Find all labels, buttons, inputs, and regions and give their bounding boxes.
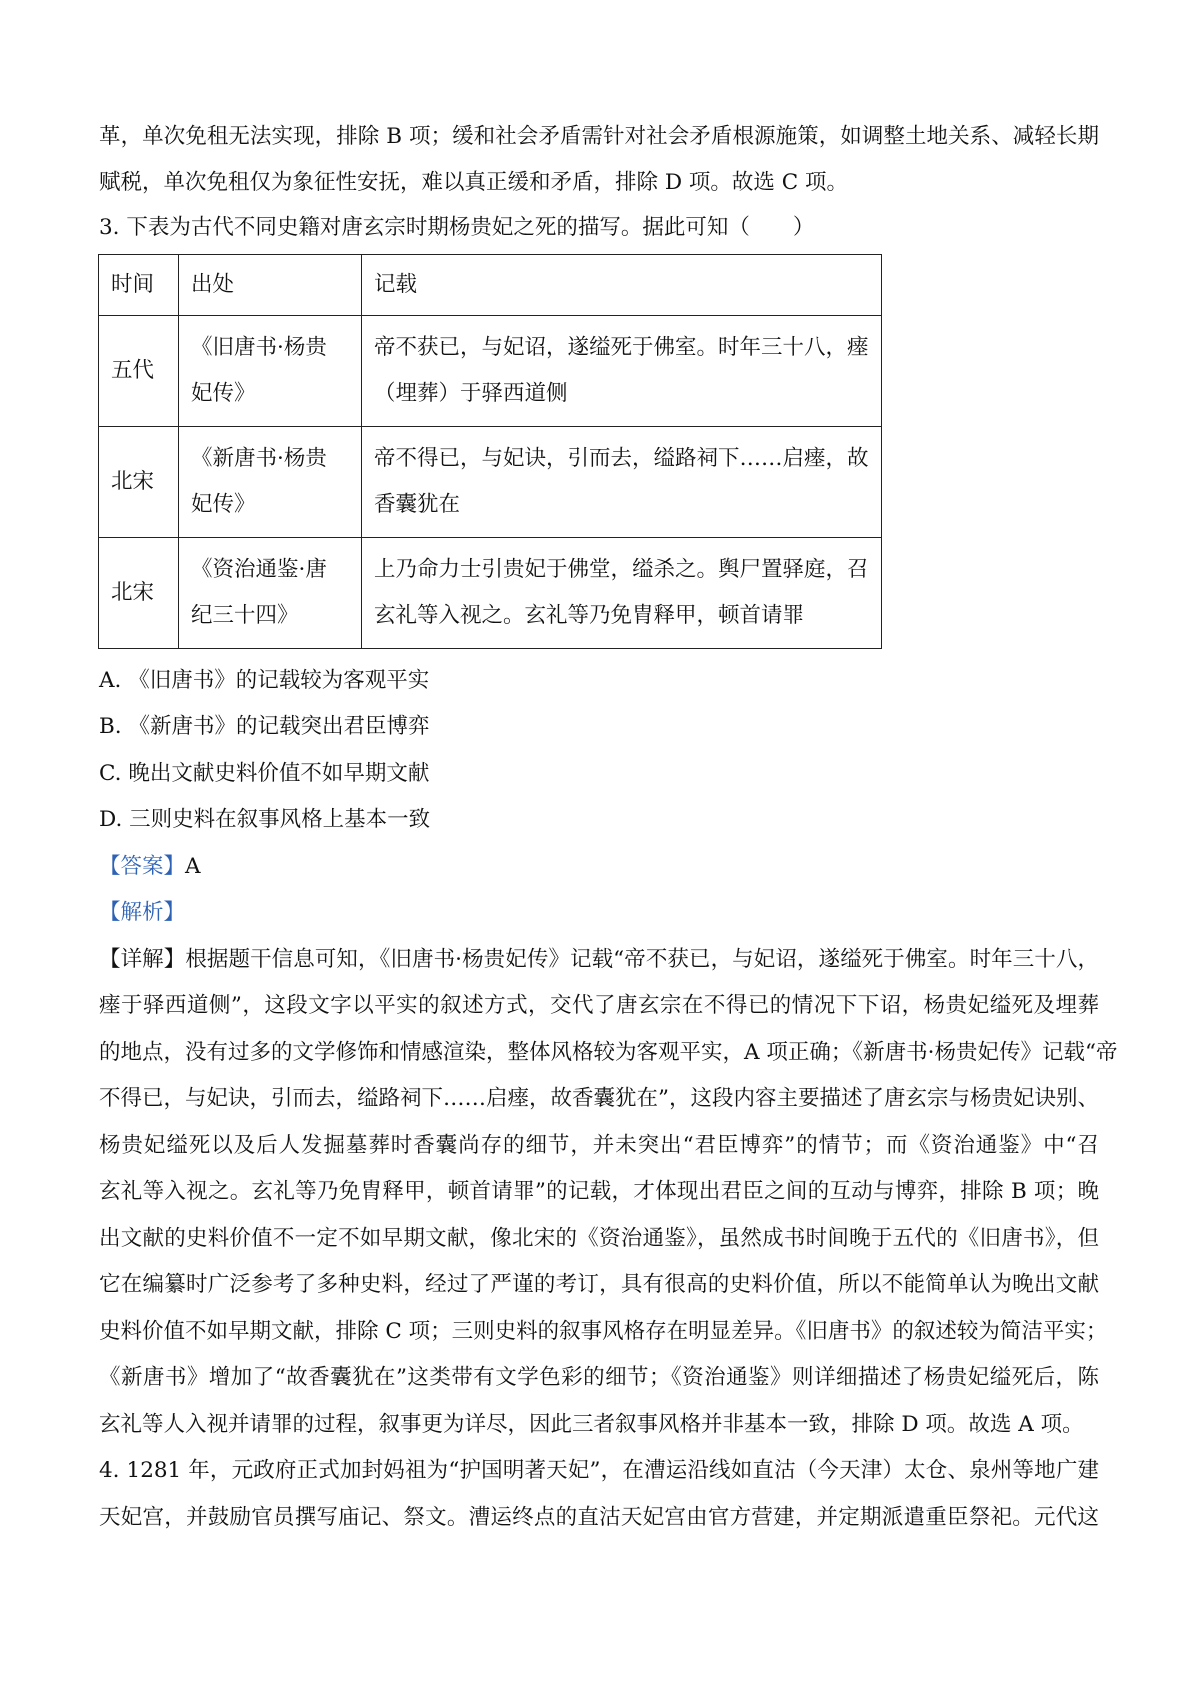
header-cell-source: 出处 xyxy=(179,255,362,316)
detail-line: 《新唐书》增加了“故香囊犹在”这类带有文学色彩的细节；《资治通鉴》则详细描述了杨贵妃缢死后，陈 xyxy=(99,1365,1099,1390)
detail-line: 杨贵妃缢死以及后人发掘墓葬时香囊尚存的细节，并未突出“君臣博弈”的情节；而《资治通鉴》中“召 xyxy=(99,1133,1099,1158)
answer-value: A xyxy=(185,854,201,879)
option-b: B. 《新唐书》的记载突出君臣博弈 xyxy=(99,714,430,739)
cell-time: 北宋 xyxy=(99,538,179,649)
detail-line: 不得已，与妃诀，引而去，缢路祠下……启瘗，故香囊犹在”，这段内容主要描述了唐玄宗与杨贵妃诀别、 xyxy=(99,1086,1099,1111)
option-c: C. 晚出文献史料价值不如早期文献 xyxy=(99,761,430,786)
question-4-line: 4. 1281 年，元政府正式加封妈祖为“护国明著天妃”，在漕运沿线如直沽（今天津）太仓、泉州等地广建 xyxy=(99,1458,1099,1483)
header-cell-record: 记载 xyxy=(362,255,882,316)
cell-source xyxy=(179,427,362,538)
detail-line: 玄礼等人入视并请罪的过程，叙事更为详尽，因此三者叙事风格并非基本一致，排除 D 项。故选 A 项。 xyxy=(99,1412,1084,1437)
records-table xyxy=(98,254,882,649)
option-a: A. 《旧唐书》的记载较为客观平实 xyxy=(99,668,430,693)
detail-line: 瘗于驿西道侧”，这段文字以平实的叙述方式，交代了唐玄宗在不得已的情况下下诏，杨贵妃缢死及埋葬 xyxy=(99,993,1099,1018)
cell-source-line: 妃传》 xyxy=(191,492,256,517)
detail-line: 出文献的史料价值不一定不如早期文献，像北宋的《资治通鉴》，虽然成书时间晚于五代的《旧唐书》，但 xyxy=(99,1226,1099,1251)
cell-source xyxy=(179,316,362,427)
detail-line: 它在编纂时广泛参考了多种史料，经过了严谨的考订，具有很高的史料价值，所以不能简单认为晚出文献 xyxy=(99,1272,1099,1297)
answer-line xyxy=(99,844,1099,890)
cell-time: 北宋 xyxy=(99,427,179,538)
cell-record-line: 上乃命力士引贵妃于佛堂，缢杀之。舆尸置驿庭，召 xyxy=(374,557,869,582)
cell-source-line: 妃传》 xyxy=(191,381,256,406)
cell-record xyxy=(362,316,882,427)
question-3-stem: 3. 下表为古代不同史籍对唐玄宗时期杨贵妃之死的描写。据此可知（ ） xyxy=(99,215,815,240)
cell-time: 五代 xyxy=(99,316,179,427)
cell-record-line: 帝不获已，与妃诏，遂缢死于佛室。时年三十八，瘗 xyxy=(374,335,869,360)
cell-record-line: 玄礼等入视之。玄礼等乃免胄释甲，顿首请罪 xyxy=(374,603,805,628)
detail-line: 玄礼等入视之。玄礼等乃免胄释甲，顿首请罪”的记载，才体现出君臣之间的互动与博弈，排除 B 项；晚 xyxy=(99,1179,1099,1204)
detail-line: 的地点，没有过多的文学修饰和情感渲染，整体风格较为客观平实，A 项正确；《新唐书·杨贵妃传》记载“帝 xyxy=(99,1040,1118,1065)
question-4-line: 天妃宫，并鼓励官员撰写庙记、祭文。漕运终点的直沽天妃宫由官方营建，并定期派遣重臣祭祀。元代这 xyxy=(99,1505,1099,1530)
cell-source-line: 《资治通鉴·唐 xyxy=(191,557,327,582)
analysis-tag: 【解析】 xyxy=(99,900,186,925)
cell-record xyxy=(362,538,882,649)
header-cell-time: 时间 xyxy=(99,255,179,316)
table-row xyxy=(99,538,882,649)
text-line: 革，单次免租无法实现，排除 B 项；缓和社会矛盾需针对社会矛盾根源施策，如调整土地关系、减轻长期 xyxy=(99,124,1099,149)
cell-source-line: 《旧唐书·杨贵 xyxy=(191,335,327,360)
cell-record-line: （埋葬）于驿西道侧 xyxy=(374,381,568,406)
cell-record xyxy=(362,427,882,538)
answer-tag: 【答案】 xyxy=(99,854,186,879)
cell-source xyxy=(179,538,362,649)
text-line: 赋税，单次免租仅为象征性安抚，难以真正缓和矛盾，排除 D 项。故选 C 项。 xyxy=(99,170,849,195)
cell-record-line: 香囊犹在 xyxy=(374,492,461,517)
detail-line: 史料价值不如早期文献，排除 C 项；三则史料的叙事风格存在明显差异。《旧唐书》的叙述较为简洁平实； xyxy=(99,1319,1108,1344)
table-row xyxy=(99,316,882,427)
cell-record-line: 帝不得已，与妃诀，引而去，缢路祠下……启瘗，故 xyxy=(374,446,869,471)
table-row xyxy=(99,427,882,538)
option-d: D. 三则史料在叙事风格上基本一致 xyxy=(99,807,431,832)
cell-source-line: 纪三十四》 xyxy=(191,603,299,628)
table-header-row xyxy=(99,255,882,316)
detail-line: 【详解】根据题干信息可知，《旧唐书·杨贵妃传》记载“帝不获已，与妃诏，遂缢死于佛室。时年三十八， xyxy=(99,947,1099,972)
cell-source-line: 《新唐书·杨贵 xyxy=(191,446,327,471)
